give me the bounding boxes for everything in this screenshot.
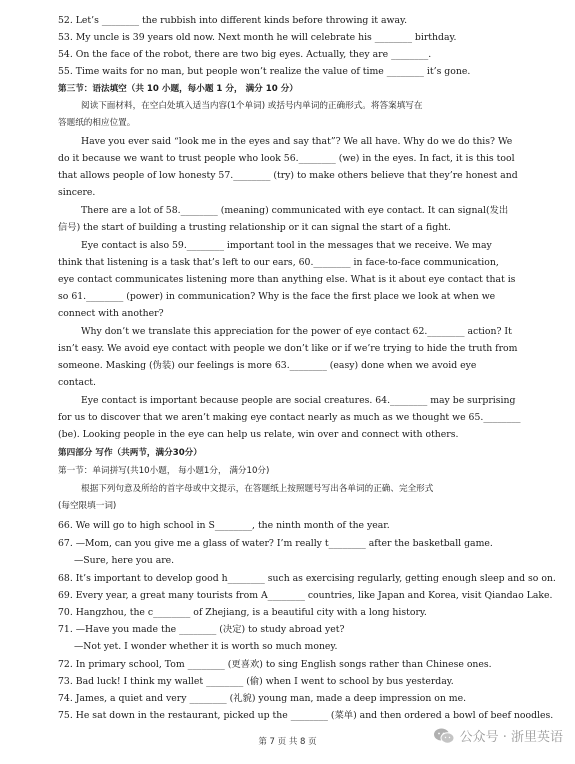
question-71-reply: —Not yet. I wonder whether it is worth so much money. <box>74 641 338 652</box>
wechat-icon <box>433 727 455 745</box>
passage-line: Why don’t we translate this appreciation for the power of eye contact 62.________ action? It <box>81 326 512 337</box>
passage-line: sincere. <box>58 187 96 198</box>
question-66: 66. We will go to high school in S________, the ninth month of the year. <box>58 520 390 531</box>
question-70: 70. Hangzhou, the c________ of Zhejiang, is a beautiful city with a long history. <box>58 607 427 618</box>
passage-line: isn’t easy. We avoid eye contact with people we don’t like or if we’re trying to hide the truth from <box>58 343 518 354</box>
passage-line: (be). Looking people in the eye can help us relate, win over and connect with others. <box>58 429 459 440</box>
page-number: 第 7 页 共 8 页 <box>258 737 317 747</box>
question-55: 55. Time waits for no man, but people won’t realize the value of time ________ it’s gone. <box>58 66 471 77</box>
question-67: 67. —Mom, can you give me a glass of water? I’m really t________ after the basketball game. <box>58 538 493 549</box>
part-heading-writing: 第四部分 写作（共两节，满分30分） <box>58 448 202 458</box>
passage-line: do it because we want to trust people who look 56.________ (we) in the eyes. In fact, it is this tool <box>58 153 515 164</box>
passage-line: that allows people of low honesty 57.________ (try) to make others believe that they’re honest and <box>58 170 518 181</box>
question-75: 75. He sat down in the restaurant, picked up the ________ (菜单) and then ordered a bowl of beef noodles. <box>58 710 554 721</box>
instructions-line: 根据下列句意及所给的首字母或中文提示，在答题纸上按照题号写出各单词的正确、完全形式 <box>81 484 434 494</box>
passage-line: think that listening is a task that’s left to our ears, 60.________ in face-to-face communication, <box>58 257 499 268</box>
passage-line: There are a lot of 58.________ (meaning) communicated with eye contact. It can signal(发出 <box>81 205 509 216</box>
question-73: 73. Bad luck! I think my wallet ________ (偷) when I went to school by bus yesterday. <box>58 676 454 687</box>
passage-line: eye contact communicates listening more than anything else. What is it about eye contact that is <box>58 274 516 285</box>
question-71: 71. —Have you made the ________ (决定) to study abroad yet? <box>58 624 345 635</box>
question-68: 68. It’s important to develop good h________ such as exercising regularly, getting enough sleep and so on. <box>58 573 556 584</box>
passage-line: 信号) the start of building a trusting relationship or it can signal the start of a fight. <box>58 222 451 233</box>
watermark-text: 公众号 · 浙里英语 <box>459 730 563 745</box>
passage-line: Eye contact is also 59.________ important tool in the messages that we receive. We may <box>81 240 492 251</box>
passage-line: contact. <box>58 377 96 388</box>
question-54: 54. On the face of the robot, there are two big eyes. Actually, they are ________. <box>58 49 432 60</box>
passage-line: Eye contact is important because people are social creatures. 64.________ may be surprising <box>81 395 516 406</box>
passage-line: so 61.________ (power) in communication? Why is the face the first place we look at when we <box>58 291 496 302</box>
passage-line: connect with another? <box>58 308 164 319</box>
instructions-line: (每空限填一词) <box>58 501 117 511</box>
question-67-reply: —Sure, here you are. <box>74 555 175 566</box>
question-74: 74. James, a quiet and very ________ (礼貌) young man, made a deep impression on me. <box>58 693 467 704</box>
question-53: 53. My uncle is 39 years old now. Next month he will celebrate his ________ birthday. <box>58 32 457 43</box>
question-72: 72. In primary school, Tom ________ (更喜欢) to sing English songs rather than Chinese ones. <box>58 659 492 670</box>
passage-line: Have you ever said “look me in the eyes and say that”? We all have. Why do we do this? We <box>81 136 513 147</box>
passage-line: someone. Masking (伪装) our feelings is more 63.________ (easy) done when we avoid eye <box>58 360 477 371</box>
instructions-line: 阅读下面材料，在空白处填入适当内容(1个单词) 或括号内单词的正确形式。将答案填写在 <box>81 101 423 111</box>
section-heading-grammar: 第三节：语法填空（共 10 小题，每小题 1 分， 满分 10 分） <box>58 84 298 94</box>
passage-line: for us to discover that we aren’t making eye contact nearly as much as we thought we 65.________ <box>58 412 521 423</box>
watermark <box>433 726 563 745</box>
question-69: 69. Every year, a great many tourists from A________ countries, like Japan and Korea, visit Qiandao Lake. <box>58 590 553 601</box>
question-52: 52. Let’s ________ the rubbish into different kinds before throwing it away. <box>58 15 408 26</box>
section-heading-spelling: 第一节：单词拼写(共10小题， 每小题1分， 满分10分) <box>58 466 270 476</box>
instructions-line: 答题纸的相应位置。 <box>58 118 136 128</box>
